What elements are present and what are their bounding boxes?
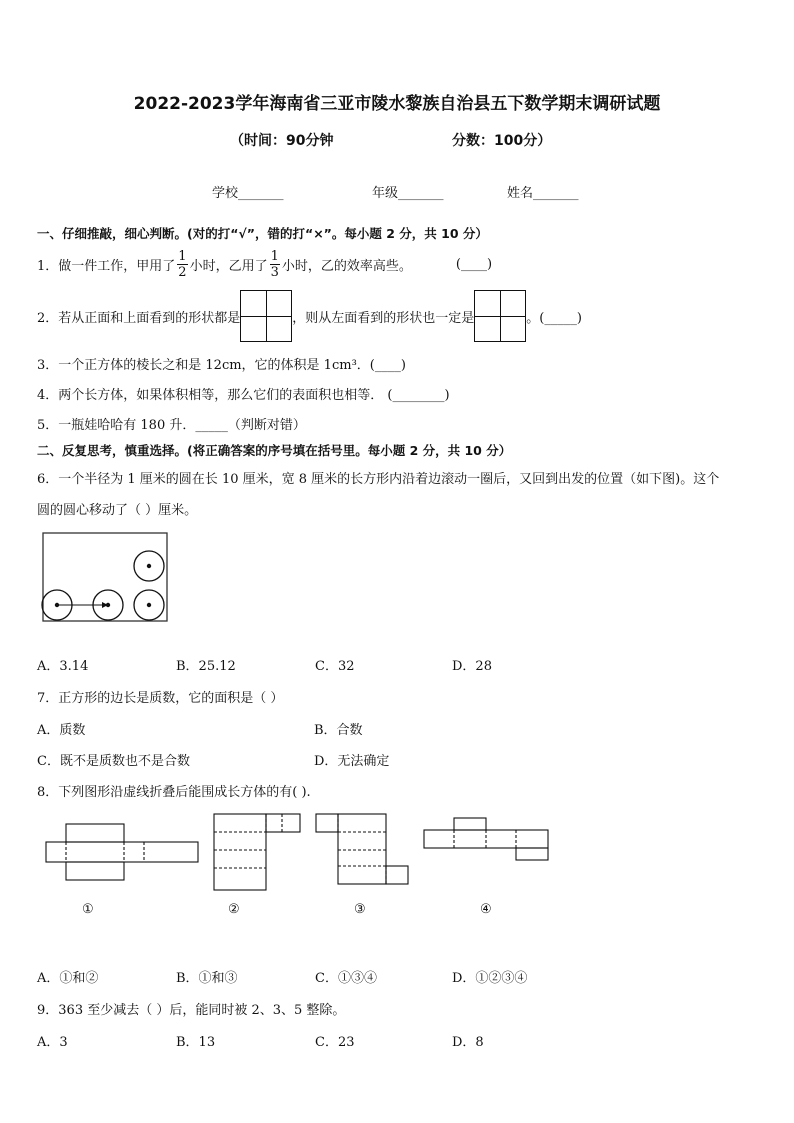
- school-field: 学校_______: [212, 186, 284, 201]
- rectangle-outline: [43, 533, 167, 621]
- q8-option-b[interactable]: B．①和③: [176, 971, 238, 986]
- rolling-circle-figure: [40, 530, 170, 626]
- section1-heading: 一、仔细推敲，细心判断。(对的打“√”，错的打“×”。每小题 2 分，共 10 分）: [37, 226, 488, 241]
- question-9: 9．363 至少减去（ ）后，能同时被 2、3、5 整除。: [37, 1003, 346, 1018]
- grade-field: 年级_______: [372, 186, 444, 201]
- page-title: 2022-2023学年海南省三亚市陵水黎族自治县五下数学期末调研试题: [133, 94, 661, 114]
- q1-pre: 1．做一件工作，甲用了: [37, 258, 176, 274]
- q6-option-b[interactable]: B．25.12: [176, 659, 236, 674]
- fraction-third: $\frac{1}{3}$: [270, 248, 279, 280]
- question-3: 3．一个正方体的棱长之和是 12cm，它的体积是 1cm³．(____): [37, 358, 406, 373]
- net-4: [424, 818, 548, 860]
- question-4: 4．两个长方体，如果体积相等，那么它们的表面积也相等． (________): [37, 388, 450, 403]
- q6-option-d[interactable]: D．28: [452, 659, 492, 674]
- net-2: [214, 814, 300, 890]
- q7-option-a[interactable]: A．质数: [37, 723, 86, 738]
- question-5: 5．一瓶娃哈哈有 180 升．_____（判断对错）: [37, 418, 306, 433]
- box-nets-figure: [44, 810, 554, 894]
- net-label-1: ①: [82, 902, 94, 917]
- q1-post: 小时，乙的效率高些。: [281, 258, 412, 274]
- name-field: 姓名_______: [507, 186, 579, 201]
- q7-option-b[interactable]: B．合数: [314, 723, 363, 738]
- q2-pre: 2．若从正面和上面看到的形状都是: [37, 310, 241, 326]
- question-8: 8．下列图形沿虚线折叠后能围成长方体的有( ).: [37, 785, 311, 800]
- q6-option-c[interactable]: C．32: [315, 659, 355, 674]
- q9-option-a[interactable]: A．3: [37, 1035, 68, 1050]
- grid-square-figure: [474, 290, 526, 342]
- q1-answer-blank[interactable]: (____): [455, 256, 493, 272]
- net-label-4: ④: [480, 902, 492, 917]
- q2-post: 。(_____): [526, 310, 582, 326]
- q9-option-b[interactable]: B．13: [176, 1035, 216, 1050]
- question-2: [37, 289, 582, 343]
- exam-time: （时间：90分钟: [230, 133, 334, 149]
- net-3: [316, 814, 408, 884]
- section2-heading: 二、反复思考，慎重选择。(将正确答案的序号填在括号里。每小题 2 分，共 10 分）: [37, 443, 512, 458]
- grid-square-figure: [240, 290, 292, 342]
- q9-option-c[interactable]: C．23: [315, 1035, 355, 1050]
- question-6-line2: 圆的圆心移动了（ ）厘米。: [37, 503, 198, 518]
- fraction-half: $\frac{1}{2}$: [178, 248, 187, 280]
- q1-mid: 小时，乙用了: [189, 258, 268, 274]
- q7-option-c[interactable]: C．既不是质数也不是合数: [37, 754, 190, 769]
- net-label-2: ②: [228, 902, 240, 917]
- net-1: [46, 824, 198, 880]
- question-6-line1: 6．一个半径为 1 厘米的圆在长 10 厘米，宽 8 厘米的长方形内沿着边滚动一圈后，又回到出发的位置（如下图)。这个: [37, 472, 720, 487]
- q2-mid: ，则从左面看到的形状也一定是: [292, 310, 475, 326]
- question-1: [37, 246, 492, 282]
- q9-option-d[interactable]: D．8: [452, 1035, 484, 1050]
- net-label-3: ③: [354, 902, 366, 917]
- question-7: 7．正方形的边长是质数，它的面积是（ ）: [37, 691, 284, 706]
- q8-option-d[interactable]: D．①②③④: [452, 971, 528, 986]
- q6-option-a[interactable]: A．3.14: [37, 659, 89, 674]
- q7-option-d[interactable]: D．无法确定: [314, 754, 390, 769]
- q8-option-a[interactable]: A．①和②: [37, 971, 99, 986]
- q8-option-c[interactable]: C．①③④: [315, 971, 377, 986]
- exam-score: 分数：100分）: [452, 133, 552, 149]
